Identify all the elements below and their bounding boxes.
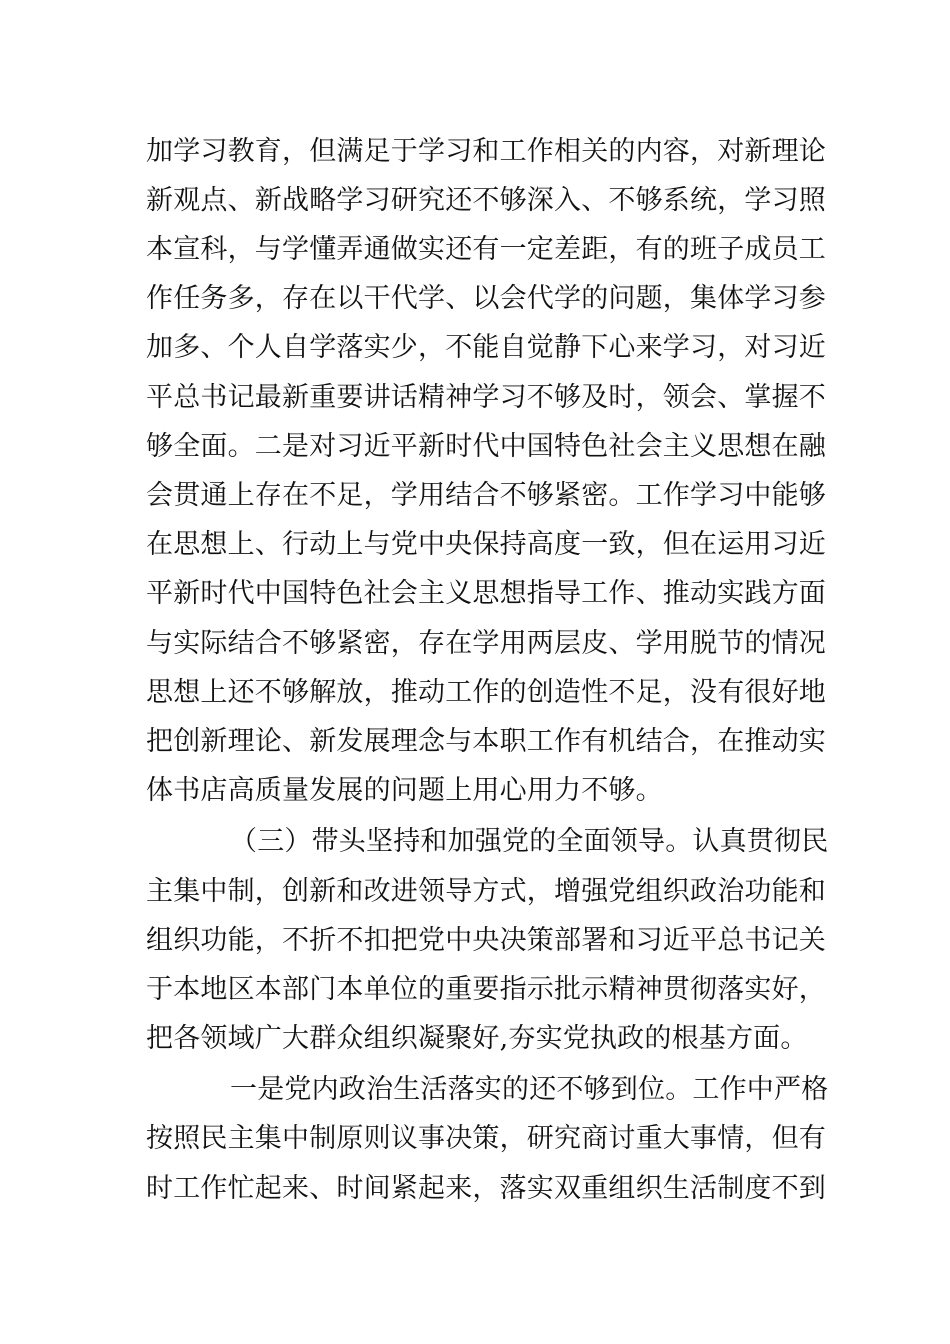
text-line: 思想上还不够解放，推动工作的创造性不足，没有很好地: [146, 677, 826, 708]
text-line: 加多、个人自学落实少，不能自觉静下心来学习，对习近: [146, 332, 826, 363]
text-line: 组织功能，不折不扣把党中央决策部署和习近平总书记关: [146, 925, 826, 956]
text-line: 会贯通上存在不足，学用结合不够紧密。工作学习中能够: [146, 480, 826, 511]
text-line: 把各领域广大群众组织凝聚好,夯实党执政的根基方面。: [146, 1023, 808, 1054]
text-line: 时工作忙起来、时间紧起来，落实双重组织生活制度不到: [146, 1173, 826, 1204]
text-line: 平总书记最新重要讲话精神学习不够及时，领会、掌握不: [146, 382, 826, 413]
text-line: 体书店高质量发展的问题上用心用力不够。: [146, 775, 663, 806]
text-line: 加学习教育，但满足于学习和工作相关的内容，对新理论: [146, 136, 826, 167]
text-line: 平新时代中国特色社会主义思想指导工作、推动实践方面: [146, 578, 826, 609]
text-line: 把创新理论、新发展理念与本职工作有机结合，在推动实: [146, 726, 826, 757]
text-line: 一是党内政治生活落实的还不够到位。工作中严格: [230, 1074, 829, 1105]
text-line: 主集中制，创新和改进领导方式，增强党组织政治功能和: [146, 876, 826, 907]
text-line: 作任务多，存在以干代学、以会代学的问题，集体学习参: [146, 283, 826, 314]
section-heading-line: （三）带头坚持和加强党的全面领导。认真贯彻民: [230, 826, 829, 857]
text-line: 于本地区本部门本单位的重要指示批示精神贯彻落实好，: [146, 974, 826, 1005]
text-line: 与实际结合不够紧密，存在学用两层皮、学用脱节的情况: [146, 628, 826, 659]
text-line: 在思想上、行动上与党中央保持高度一致，但在运用习近: [146, 529, 826, 560]
text-line: 本宣科，与学懂弄通做实还有一定差距，有的班子成员工: [146, 234, 826, 265]
text-line: 新观点、新战略学习研究还不够深入、不够系统，学习照: [146, 185, 826, 216]
text-line: 按照民主集中制原则议事决策，研究商讨重大事情，但有: [146, 1123, 826, 1154]
text-line: 够全面。二是对习近平新时代中国特色社会主义思想在融: [146, 431, 826, 462]
